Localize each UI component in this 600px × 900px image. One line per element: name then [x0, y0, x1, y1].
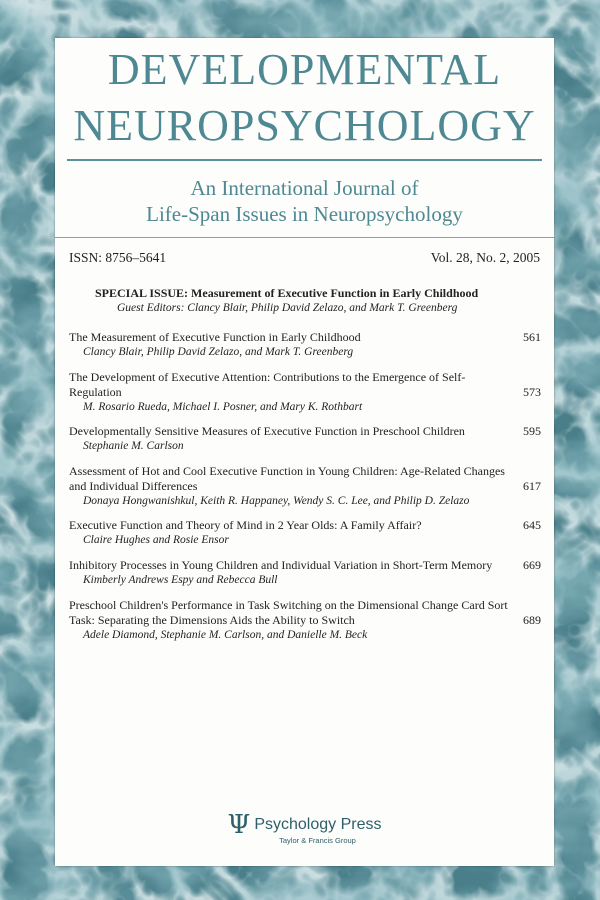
toc-item	[69, 464, 541, 509]
toc-title: Developmentally Sensitive Measures of Executive Function in Preschool Children	[69, 424, 465, 438]
journal-subtitle-line2: Life-Span Issues in Neuropsychology	[146, 202, 463, 226]
guest-editors: Guest Editors: Clancy Blair, Philip David Zelazo, and Mark T. Greenberg	[117, 302, 458, 314]
toc-title: Inhibitory Processes in Young Children and Individual Variation in Short-Term Memory	[69, 558, 493, 572]
special-issue-heading	[95, 286, 478, 301]
special-issue-topic: Measurement of Executive Function in Early Childhood	[191, 286, 479, 300]
toc-title: Preschool Children's Performance in Task Switching on the Dimensional Change Card Sort Task: Separating the Dimensions Aids the Ability to Switch	[69, 598, 508, 627]
special-issue-label: SPECIAL ISSUE:	[95, 286, 189, 300]
toc-authors: M. Rosario Rueda, Michael I. Posner, and Mary K. Rothbart	[83, 401, 363, 413]
toc-item	[69, 558, 541, 588]
toc-authors: Clancy Blair, Philip David Zelazo, and Mark T. Greenberg	[83, 346, 354, 358]
toc-authors: Adele Diamond, Stephanie M. Carlson, and Danielle M. Beck	[83, 629, 368, 641]
title-rule	[67, 159, 542, 161]
toc-page: 573	[523, 385, 541, 399]
toc-item	[69, 518, 541, 548]
cover-panel	[55, 38, 554, 866]
issn: ISSN: 8756–5641	[69, 250, 167, 265]
toc-authors: Kimberly Andrews Espy and Rebecca Bull	[83, 574, 278, 586]
toc-item	[69, 598, 541, 643]
subtitle-rule	[55, 237, 554, 238]
toc-title: The Measurement of Executive Function in Early Childhood	[69, 330, 361, 344]
toc-item	[69, 370, 541, 415]
toc-page: 561	[523, 330, 541, 344]
psi-logo-icon: Ψ	[227, 810, 251, 840]
toc-page: 689	[523, 613, 541, 627]
journal-subtitle-line1: An International Journal of	[190, 176, 419, 200]
journal-title-line2: NEUROPSYCHOLOGY	[73, 101, 536, 150]
toc-item	[69, 330, 541, 360]
toc-page: 645	[523, 518, 541, 532]
toc-page: 669	[523, 558, 541, 572]
toc-authors: Donaya Hongwanishkul, Keith R. Happaney, Wendy S. C. Lee, and Philip D. Zelazo	[83, 495, 470, 507]
volume-info: Vol. 28, No. 2, 2005	[430, 250, 540, 265]
toc-item	[69, 424, 541, 454]
toc-authors: Stephanie M. Carlson	[83, 440, 184, 452]
toc-title: The Development of Executive Attention: Contributions to the Emergence of Self-Regulation	[69, 370, 466, 399]
publisher-name: Psychology Press	[254, 816, 382, 833]
publisher-logo	[55, 810, 554, 845]
journal-title-line1: DEVELOPMENTAL	[107, 45, 502, 94]
toc-page: 617	[523, 479, 541, 493]
toc-title: Executive Function and Theory of Mind in 2 Year Olds: A Family Affair?	[69, 518, 422, 532]
publisher-group: Taylor & Francis Group	[279, 836, 356, 845]
toc-page: 595	[523, 424, 541, 438]
toc-title: Assessment of Hot and Cool Executive Function in Young Children: Age-Related Changes and Individual Differences	[69, 464, 505, 493]
toc-authors: Claire Hughes and Rosie Ensor	[83, 534, 229, 546]
